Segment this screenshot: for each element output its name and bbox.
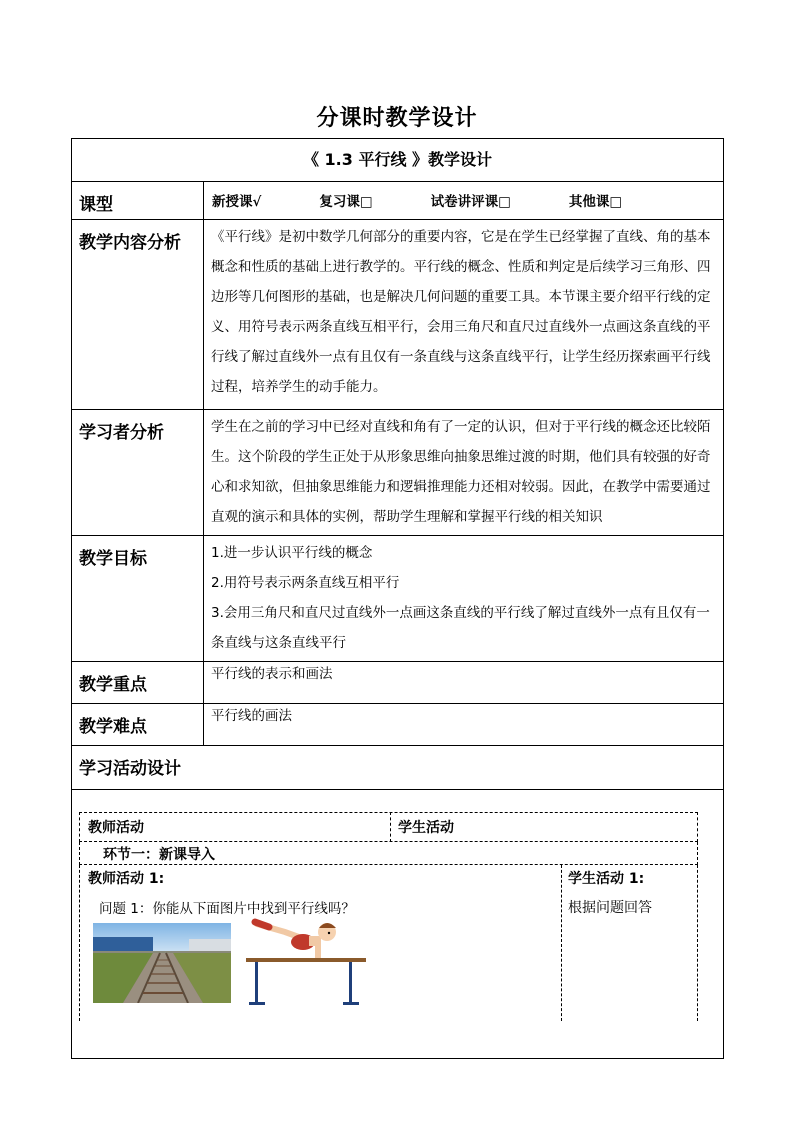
page-title: 分课时教学设计	[316, 106, 478, 131]
course-type-options	[204, 182, 723, 210]
objectives-label: 教学目标	[79, 549, 147, 569]
objective-item: 3.会用三角尺和直尺过直线外一点画这条直线的平行线了解过直线外一点有且仅有一条直线与这条直线平行	[211, 605, 710, 651]
option-exam-review-lesson: 试卷讲评课□	[430, 194, 511, 210]
difficulties-text: 平行线的画法	[211, 708, 292, 724]
teacher-activity-title: 教师活动 1:	[88, 871, 165, 887]
lesson-heading: 《 1.3 平行线 》教学设计	[72, 139, 724, 182]
activity-header-divider	[390, 812, 391, 842]
student-activity-text: 根据问题回答	[568, 900, 652, 916]
activity-header-row	[79, 812, 698, 842]
student-activity-title: 学生活动 1:	[568, 871, 645, 887]
option-new-lesson: 新授课√	[212, 194, 262, 210]
key-points-label: 教学重点	[79, 675, 147, 695]
option-review-lesson: 复习课□	[319, 194, 373, 210]
learner-analysis-text: 学生在之前的学习中已经对直线和角有了一定的认识，但对于平行线的概念还比较陌生。这个阶段的学生正处于从形象思维向抽象思维过渡的时期，他们具有较强的好奇心和求知欲，但抽象思维能力和逻辑推理能力还相对较弱。因此，在教学中需要通过直观的演示和具体的实例，帮助学生理解和掌握平行线的相关知识	[211, 419, 711, 525]
parallel-bars-illustration	[245, 918, 369, 1006]
objective-item: 2.用符号表示两条直线互相平行	[211, 575, 400, 591]
objective-item: 1.进一步认识平行线的概念	[211, 545, 373, 561]
option-other-lesson: 其他课□	[568, 194, 623, 210]
segment-title: 环节一：新课导入	[103, 847, 215, 863]
learner-analysis-label: 学习者分析	[79, 423, 164, 443]
course-type-label: 课型	[79, 195, 113, 215]
activity-body-divider	[561, 865, 562, 1021]
content-analysis-label: 教学内容分析	[79, 233, 181, 253]
question-text: 问题 1：你能从下面图片中找到平行线吗？	[99, 901, 355, 917]
objectives-list	[204, 536, 723, 658]
teacher-activity-header: 教师活动	[88, 820, 144, 836]
difficulties-label: 教学难点	[79, 717, 147, 737]
railway-photo	[93, 923, 231, 1003]
activity-design-label: 学习活动设计	[79, 759, 181, 779]
student-activity-header: 学生活动	[398, 820, 454, 836]
content-analysis-text: 《平行线》是初中数学几何部分的重要内容，它是在学生已经掌握了直线、角的基本概念和性质的基础上进行教学的。平行线的概念、性质和判定是后续学习三角形、四边形等几何图形的基础，也是解决几何问题的重要工具。本节课主要介绍平行线的定义、用符号表示两条直线互相平行，会用三角尺和直尺过直线外一点画这条直线的平行线了解过直线外一点有且仅有一条直线与这条直线平行，让学生经历探索画平行线过程，培养学生的动手能力。	[211, 229, 711, 395]
key-points-text: 平行线的表示和画法	[211, 666, 333, 682]
